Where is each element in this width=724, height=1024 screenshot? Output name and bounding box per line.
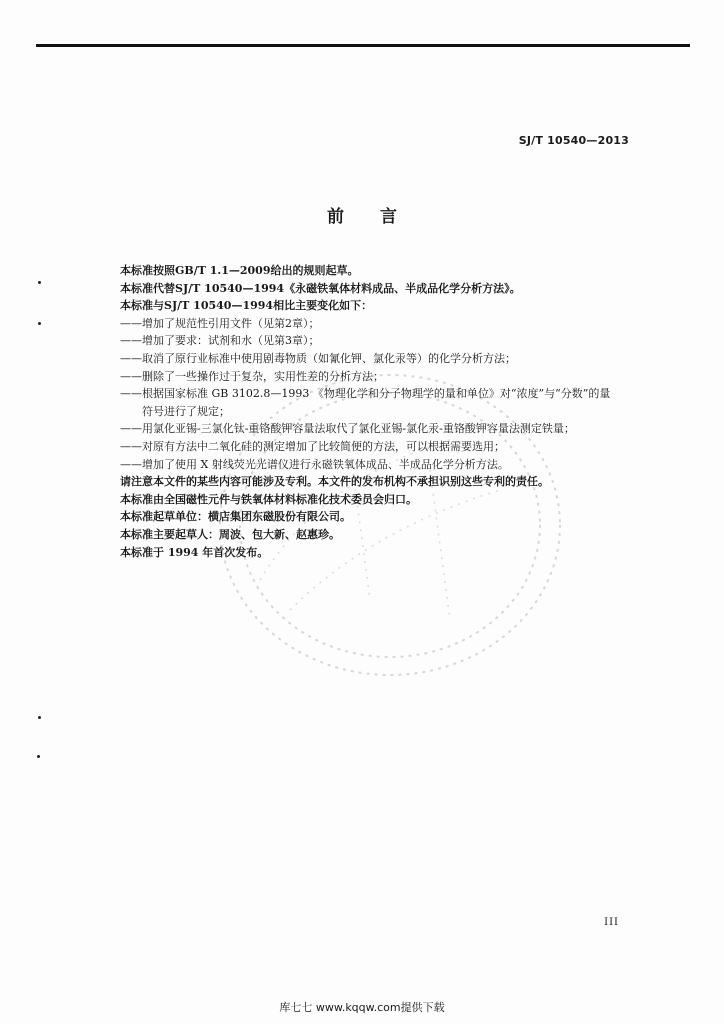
body-line: ——增加了使用 X 射线荧光光谱仪进行永磁铁氧体成品、半成品化学分析方法。 <box>120 457 509 471</box>
body-line: 符号进行了规定； <box>142 404 230 418</box>
body-line: 本标准按照GB/T 1.1—2009给出的规则起草。 <box>120 264 359 277</box>
body-line: 本标准起草单位：横店集团东磁股份有限公司。 <box>120 510 351 524</box>
body-line: ——根据国家标准 GB 3102.8—1993 《物理化学和分子物理学的量和单位》对“浓度”与“分数”的量 <box>120 387 611 401</box>
standard-code: SJ/T 10540—2013 <box>518 134 629 147</box>
scan-speck <box>38 281 41 284</box>
body-line: 本标准主要起草人：周波、包大新、赵惠珍。 <box>120 527 340 541</box>
body-line: ——用氯化亚锡-三氯化钛-重铬酸钾容量法取代了氯化亚锡-氯化汞-重铬酸钾容量法测定铁量； <box>120 422 575 436</box>
body-line: ——对原有方法中二氧化硅的测定增加了比较简便的方法，可以根据需要选用； <box>120 439 505 453</box>
page-title: 前言 <box>327 207 433 227</box>
body-line: 本标准于 1994 年首次发布。 <box>120 545 269 559</box>
header-rule <box>36 44 690 47</box>
scan-speck <box>38 716 41 719</box>
body-line: 本标准由全国磁性元件与铁氧体材料标准化技术委员会归口。 <box>120 492 417 506</box>
body-line: ——取消了原行业标准中使用剧毒物质（如氰化钾、氯化汞等）的化学分析方法； <box>120 351 516 365</box>
scan-speck <box>38 322 41 325</box>
body-line: 本标准与SJ/T 10540—1994相比主要变化如下： <box>120 299 373 313</box>
download-footer: 库七七 www.kqqw.com提供下载 <box>279 1001 445 1014</box>
body-line: 请注意本文件的某些内容可能涉及专利。本文件的发布机构不承担识别这些专利的责任。 <box>120 475 549 489</box>
foreword-body <box>120 262 620 561</box>
scan-speck <box>37 755 40 758</box>
page-number: III <box>604 917 619 928</box>
body-line: ——删除了一些操作过于复杂，实用性差的分析方法； <box>120 369 384 383</box>
body-line: ——增加了要求：试剂和水（见第3章）； <box>120 334 320 348</box>
body-line: 本标准代替SJ/T 10540—1994《永磁铁氧体材料成品、半成品化学分析方法》。 <box>120 281 521 295</box>
body-line: ——增加了规范性引用文件（见第2章）； <box>120 316 320 330</box>
